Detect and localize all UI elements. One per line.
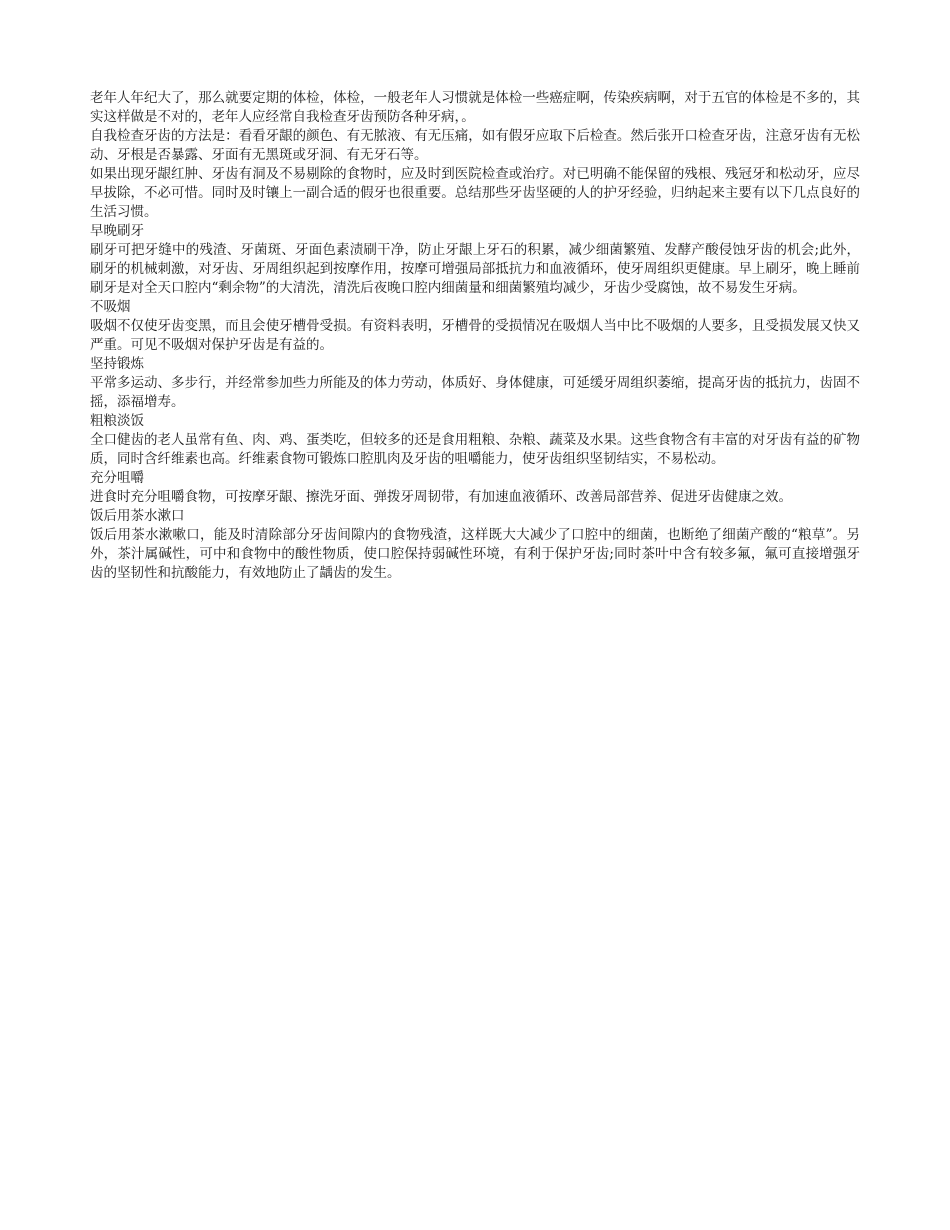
intro-paragraph-1: 老年人年纪大了，那么就要定期的体检，体检，一般老年人习惯就是体检一些癌症啊，传染疾病啊，对于五官的体检是不多的，其实这样做是不对的，老年人应经常自我检查牙齿预防各种牙病，。 xyxy=(90,90,860,125)
section-heading-exercise: 坚持锻炼 xyxy=(90,356,144,372)
section-heading-tea-rinse: 饭后用茶水漱口 xyxy=(90,508,185,524)
section-body-no-smoking: 吸烟不仅使牙齿变黑，而且会使牙槽骨受损。有资料表明，牙槽骨的受损情况在吸烟人当中比不吸烟的人要多，且受损发展又快又严重。可见不吸烟对保护牙齿是有益的。 xyxy=(90,318,860,353)
section-heading-coarse-grains: 粗粮淡饭 xyxy=(90,413,144,429)
section-body-chewing: 进食时充分咀嚼食物，可按摩牙龈、擦洗牙面、弹拨牙周韧带，有加速血液循环、改善局部营养、促进牙齿健康之效。 xyxy=(90,489,792,505)
intro-paragraph-3: 如果出现牙龈红肿、牙齿有洞及不易剔除的食物时，应及时到医院检查或治疗。对已明确不能保留的残根、残冠牙和松动牙，应尽早拔除，不必可惜。同时及时镶上一副合适的假牙也很重要。总结那些牙齿坚硬的人的护牙经验，归纳起来主要有以下几点良好的生活习惯。 xyxy=(90,166,860,220)
intro-paragraph-2: 自我检查牙齿的方法是：看看牙龈的颜色、有无脓液、有无压痛，如有假牙应取下后检查。然后张开口检查牙齿，注意牙齿有无松动、牙根是否暴露、牙面有无黑斑或牙洞、有无牙石等。 xyxy=(90,128,860,163)
section-body-brushing: 刷牙可把牙缝中的残渣、牙菌斑、牙面色素渍刷干净，防止牙龈上牙石的积累，减少细菌繁殖、发酵产酸侵蚀牙齿的机会;此外，刷牙的机械刺激，对牙齿、牙周组织起到按摩作用，按摩可增强局部抵抗力和血液循环，使牙周组织更健康。早上刷牙，晚上睡前刷牙是对全天口腔内“剩余物”的大清洗，清洗后夜晚口腔内细菌量和细菌繁殖均减少，牙齿少受腐蚀，故不易发生牙病。 xyxy=(90,242,860,296)
section-body-tea-rinse: 饭后用茶水漱嗽口，能及时清除部分牙齿间隙内的食物残渣，这样既大大减少了口腔中的细菌，也断绝了细菌产酸的“粮草”。另外，茶汁属碱性，可中和食物中的酸性物质，使口腔保持弱碱性环境，有利于保护牙齿;同时茶叶中含有较多氟，氟可直接增强牙齿的坚韧性和抗酸能力，有效地防止了龋齿的发生。 xyxy=(90,527,860,581)
section-body-exercise: 平常多运动、多步行，并经常参加些力所能及的体力劳动，体质好、身体健康，可延缓牙周组织萎缩，提高牙齿的抵抗力，齿固不摇，添福增寿。 xyxy=(90,375,860,410)
section-body-coarse-grains: 全口健齿的老人虽常有鱼、肉、鸡、蛋类吃，但较多的还是食用粗粮、杂粮、蔬菜及水果。这些食物含有丰富的对牙齿有益的矿物质，同时含纤维素也高。纤维素食物可锻炼口腔肌肉及牙齿的咀嚼能力，使牙齿组织坚韧结实，不易松动。 xyxy=(90,432,860,467)
document-body xyxy=(90,89,860,583)
section-heading-brushing: 早晚刷牙 xyxy=(90,223,144,239)
section-heading-no-smoking: 不吸烟 xyxy=(90,299,131,315)
section-heading-chewing: 充分咀嚼 xyxy=(90,470,144,486)
